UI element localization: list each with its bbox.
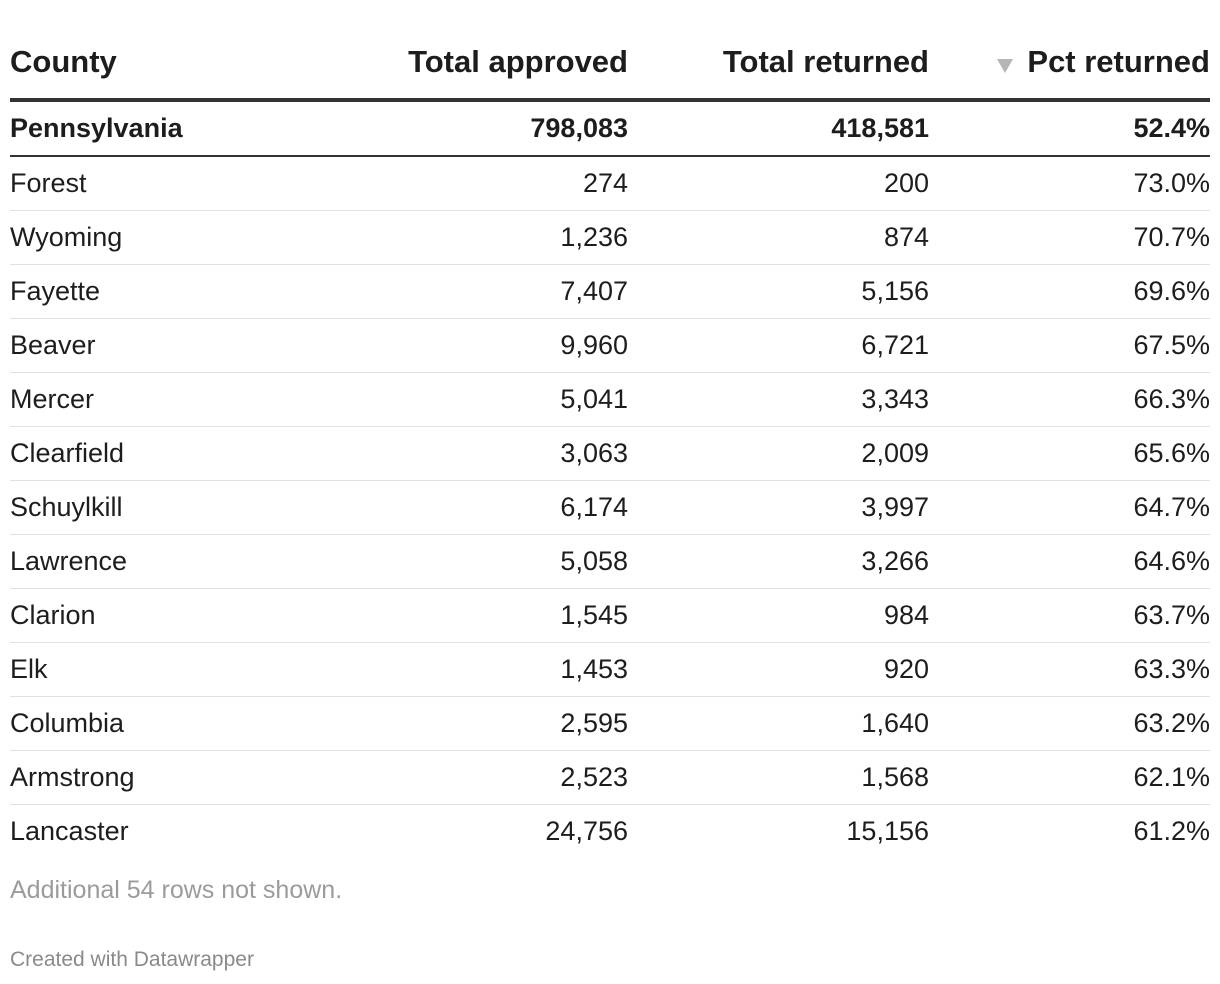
table-row — [10, 318, 1210, 372]
pct-cell: 61.2% — [1133, 815, 1210, 846]
approved-cell: 9,960 — [328, 318, 628, 372]
county-cell: Clearfield — [10, 426, 328, 480]
pct-cell: 63.7% — [929, 588, 1210, 642]
table-row — [10, 372, 1210, 426]
county-cell: Beaver — [10, 318, 328, 372]
returned-cell: 3,343 — [628, 372, 929, 426]
table-row — [10, 156, 1210, 210]
county-cell: Armstrong — [10, 750, 328, 804]
table-row — [10, 426, 1210, 480]
returned-cell: 5,156 — [628, 264, 929, 318]
county-table — [10, 0, 1210, 858]
column-header-label: County — [10, 44, 117, 79]
table-row — [10, 588, 1210, 642]
table-row — [10, 210, 1210, 264]
returned-cell: 2,009 — [628, 426, 929, 480]
pct-cell: 66.3% — [929, 372, 1210, 426]
pct-cell: 65.6% — [929, 426, 1210, 480]
column-header-label: Pct returned — [1027, 44, 1210, 79]
datawrapper-credit: Created with Datawrapper — [10, 948, 254, 971]
returned-cell: 6,721 — [628, 318, 929, 372]
county-cell: Lancaster — [10, 815, 129, 846]
returned-cell: 200 — [628, 156, 929, 210]
county-cell: Forest — [10, 156, 328, 210]
pct-cell: 63.3% — [929, 642, 1210, 696]
approved-cell: 1,453 — [328, 642, 628, 696]
column-header-label: Total returned — [722, 44, 929, 79]
pct-cell: 64.6% — [929, 534, 1210, 588]
total-returned-cell: 418,581 — [628, 100, 929, 156]
returned-cell: 15,156 — [846, 815, 929, 846]
table-body — [10, 100, 1210, 858]
returned-cell: 1,568 — [628, 750, 929, 804]
approved-cell: 3,063 — [328, 426, 628, 480]
rows-not-shown-note: Additional 54 rows not shown. — [10, 876, 343, 904]
table-row — [10, 804, 1210, 858]
county-cell: Columbia — [10, 696, 328, 750]
column-header-county[interactable] — [10, 0, 328, 100]
returned-cell: 874 — [628, 210, 929, 264]
county-cell: Wyoming — [10, 210, 328, 264]
pct-cell: 63.2% — [929, 696, 1210, 750]
datawrapper-table — [10, 0, 1210, 858]
county-cell: Schuylkill — [10, 480, 328, 534]
county-cell: Mercer — [10, 372, 328, 426]
returned-cell: 3,266 — [628, 534, 929, 588]
header-row — [10, 0, 1210, 100]
approved-cell: 1,545 — [328, 588, 628, 642]
county-cell: Clarion — [10, 588, 328, 642]
pct-cell: 64.7% — [929, 480, 1210, 534]
column-header-total-returned[interactable] — [628, 0, 929, 100]
approved-cell: 5,041 — [328, 372, 628, 426]
pct-cell: 70.7% — [929, 210, 1210, 264]
approved-cell: 1,236 — [328, 210, 628, 264]
total-approved-cell: 798,083 — [328, 100, 628, 156]
returned-cell: 1,640 — [628, 696, 929, 750]
column-header-total-approved[interactable] — [328, 0, 628, 100]
pct-cell: 67.5% — [929, 318, 1210, 372]
total-pct-cell: 52.4% — [929, 100, 1210, 156]
table-row — [10, 534, 1210, 588]
approved-cell: 6,174 — [328, 480, 628, 534]
county-cell: Elk — [10, 642, 328, 696]
table-header — [10, 0, 1210, 100]
approved-cell: 274 — [328, 156, 628, 210]
pct-cell: 69.6% — [929, 264, 1210, 318]
returned-cell: 984 — [628, 588, 929, 642]
returned-cell: 920 — [628, 642, 929, 696]
approved-cell: 5,058 — [328, 534, 628, 588]
table-row — [10, 696, 1210, 750]
total-county-cell: Pennsylvania — [10, 100, 328, 156]
table-row — [10, 750, 1210, 804]
column-header-pct-returned[interactable] — [929, 0, 1210, 100]
column-header-label: Total approved — [408, 44, 628, 79]
table-row — [10, 480, 1210, 534]
sort-descending-icon — [997, 59, 1013, 73]
approved-cell: 24,756 — [545, 815, 628, 846]
approved-cell: 2,523 — [328, 750, 628, 804]
returned-cell: 3,997 — [628, 480, 929, 534]
county-cell: Fayette — [10, 264, 328, 318]
total-row — [10, 100, 1210, 156]
county-cell: Lawrence — [10, 534, 328, 588]
pct-cell: 62.1% — [929, 750, 1210, 804]
approved-cell: 2,595 — [328, 696, 628, 750]
pct-cell: 73.0% — [929, 156, 1210, 210]
table-row — [10, 264, 1210, 318]
table-row — [10, 642, 1210, 696]
approved-cell: 7,407 — [328, 264, 628, 318]
